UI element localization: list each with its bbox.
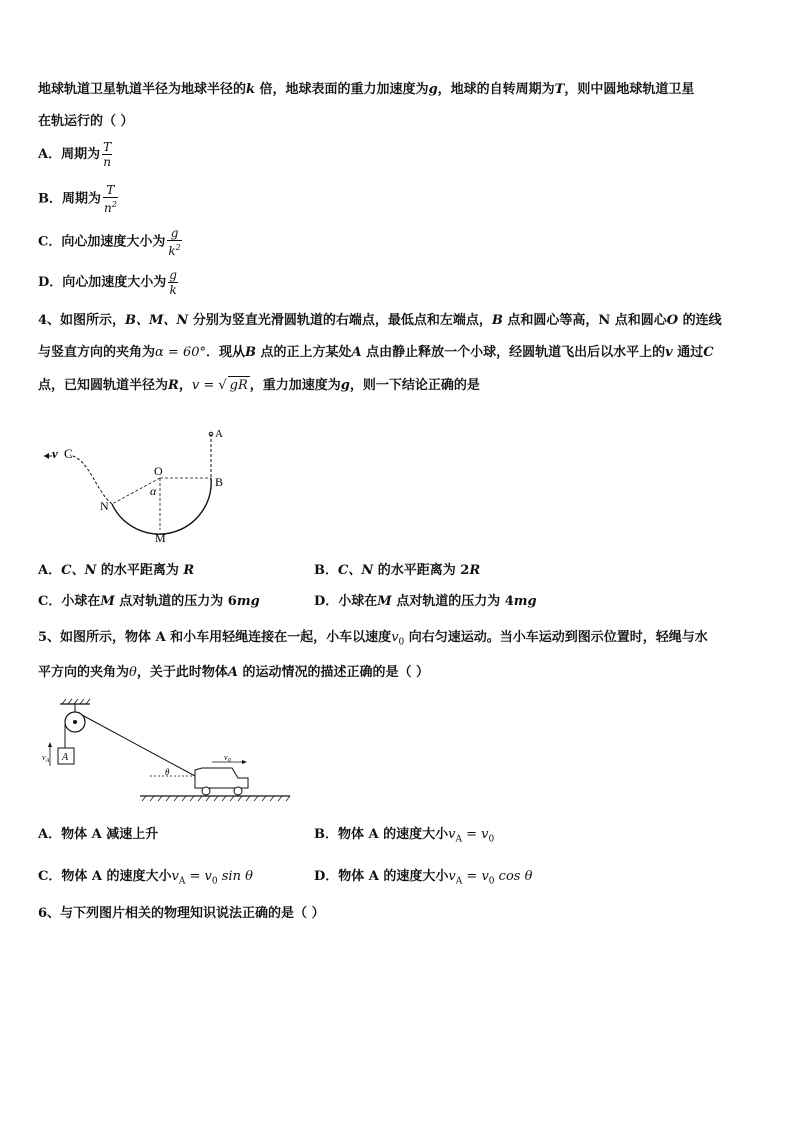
q5-option-c: C．物体 A 的速度大小$v_A = v_0$ sin θ <box>38 869 253 887</box>
q4-label-c: C <box>64 446 73 461</box>
q4-label-a: A <box>215 428 223 440</box>
q3-option-b: B．周期为 $\frac{T}{n^2}$ <box>38 183 117 215</box>
q4-option-d: D．小球在M 点对轨道的压力为 4mg <box>314 594 537 609</box>
q5-label-theta: θ <box>165 767 170 777</box>
q4-label-alpha: α <box>150 484 157 498</box>
q3-option-c-fraction: $\frac{g}{k^2}$ <box>168 226 181 258</box>
q3-option-a-fraction: $\frac{T}{n}$ <box>103 140 112 169</box>
q3-option-a: A．周期为 $\frac{T}{n}$ <box>38 140 112 169</box>
q4-trajectory <box>70 455 112 504</box>
q5-pulley-cart-diagram <box>40 698 300 806</box>
q3-stem-line-2: 在轨运行的（ ） <box>38 114 134 129</box>
q5-ground-hatch <box>142 796 290 801</box>
q4-label-n: N <box>100 499 109 513</box>
q3-option-c: C．向心加速度大小为 $\frac{g}{k^2}$ <box>38 226 181 258</box>
q5-rope-incline <box>82 715 195 776</box>
q4-stem-line-3: 点，已知圆轨道半径为R，v = √ gR ，重力加速度为g，则一下结论正确的是 <box>38 378 480 393</box>
q5-label-va: $v_A$ <box>42 753 50 764</box>
q4-label-m: M <box>155 531 166 545</box>
q6-stem: 6、与下列图片相关的物理知识说法正确的是（ ） <box>38 906 325 921</box>
q4-stem-line-2: 与竖直方向的夹角为α = 60°．现从B 点的正上方某处A 点由静止释放一个小球，经圆轨道飞出后以水平上的v 通过C <box>38 345 714 360</box>
q4-option-b: B．C、N 的水平距离为 2R <box>314 563 481 578</box>
q4-label-b: B <box>215 475 224 489</box>
q5-label-v0: $v_0$ <box>224 753 231 764</box>
q5-label-a: A <box>62 752 69 763</box>
q5-option-b: B．物体 A 的速度大小$v_A = v_0$ <box>314 827 495 845</box>
q4-velocity-arrow-head <box>44 453 49 459</box>
q4-label-v: v <box>52 446 58 461</box>
q3-option-b-fraction: $\frac{T}{n^2}$ <box>104 183 117 215</box>
q5-v0-arrow-head <box>242 760 247 764</box>
q4-label-o: O <box>154 464 163 478</box>
q3-stem-line-1: 地球轨道卫星轨道半径为地球半径的k 倍，地球表面的重力加速度为g，地球的自转周期为T，则中圆地球轨道卫星 <box>38 82 695 97</box>
q3-option-d: D．向心加速度大小为 $\frac{g}{k}$ <box>38 268 177 297</box>
q5-va-arrow-head <box>48 742 52 747</box>
q5-cart-body <box>195 768 248 788</box>
q5-pulley-axle <box>73 720 77 724</box>
q5-cart-wheel-right <box>234 787 242 795</box>
q4-circular-track-diagram <box>40 420 240 545</box>
q3-option-d-fraction: $\frac{g}{k}$ <box>169 268 177 297</box>
q4-track-arc <box>112 478 211 534</box>
q5-stem-line-2: 平方向的夹角为θ，关于此时物体A 的运动情况的描述正确的是（ ） <box>38 665 430 680</box>
q5-stem-line-1: 5、如图所示，物体 A 和小车用轻绳连接在一起，小车以速度$v_0$ 向右匀速运动。当小车运动到图示位置时，轻绳与水 <box>38 630 708 648</box>
q4-option-c: C．小球在M 点对轨道的压力为 6mg <box>38 594 260 609</box>
q5-option-d: D．物体 A 的速度大小$v_A = v_0$ cos θ <box>314 869 533 887</box>
q5-cart-wheel-left <box>202 787 210 795</box>
q4-option-a: A．C、N 的水平距离为 R <box>38 563 195 578</box>
q4-stem-line-1: 4、如图所示，B、M、N 分别为竖直光滑圆轨道的右端点，最低点和左端点，B 点和圆心等高，N 点和圆心O 的连线 <box>38 313 722 328</box>
q5-ceiling-hatch <box>62 699 90 704</box>
q5-option-a: A．物体 A 减速上升 <box>38 827 159 842</box>
